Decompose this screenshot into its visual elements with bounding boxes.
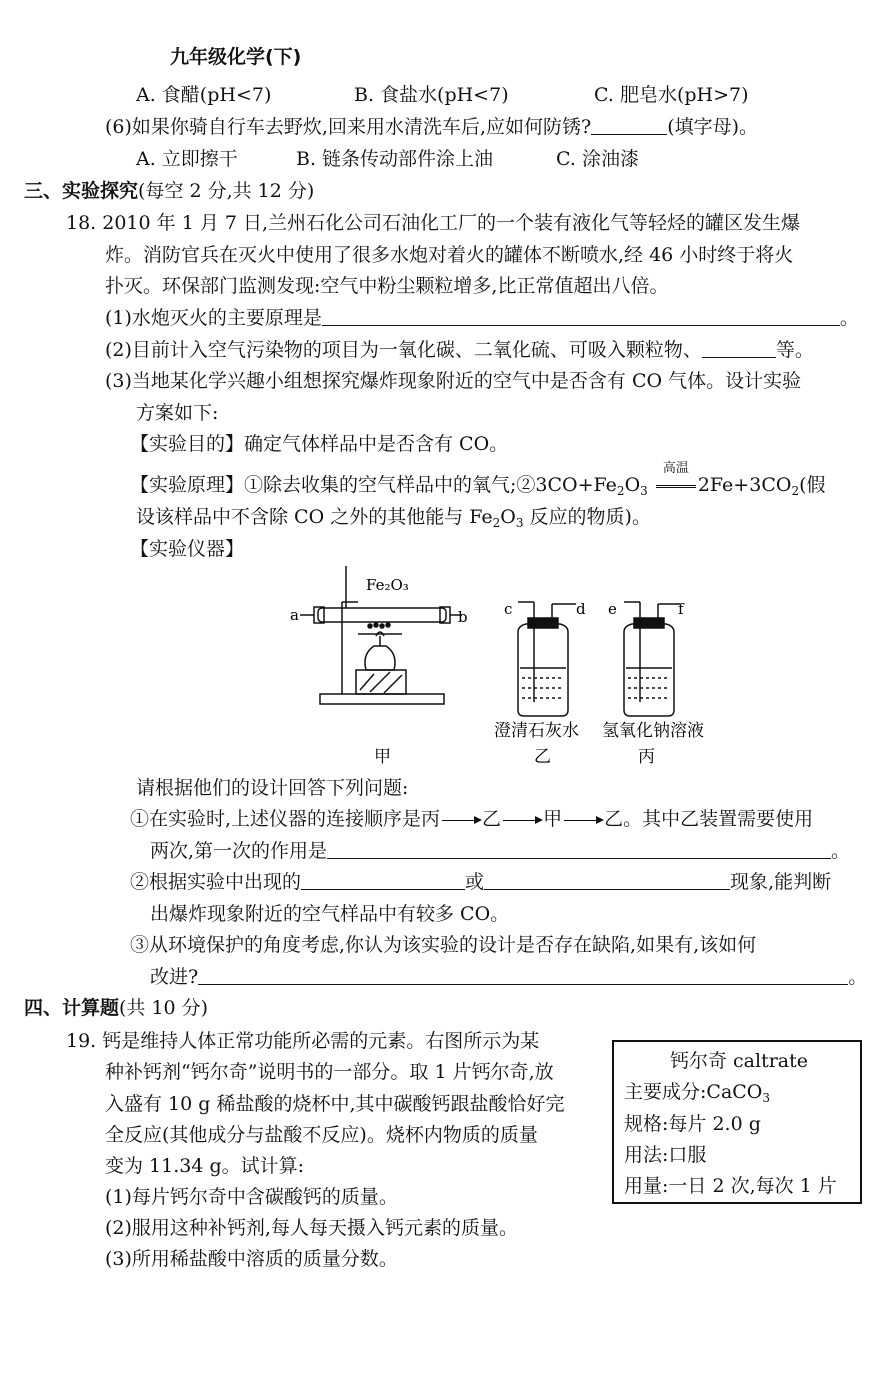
question-18-3-line1: (3)当地某化学兴趣小组想探究爆炸现象附近的空气中是否含有 CO 气体。设计实验	[105, 370, 802, 392]
arrow-icon	[564, 820, 602, 821]
experiment-instruments: 【实验仪器】	[130, 538, 245, 560]
sub1-text: ①在实验时,上述仪器的连接顺序是丙	[130, 808, 441, 830]
question-18-3-line2: 方案如下:	[136, 402, 219, 424]
answer-blank[interactable]	[702, 337, 776, 358]
reaction-condition	[656, 461, 696, 498]
sub1-seq-2: 甲	[543, 808, 563, 830]
answer-blank[interactable]	[198, 964, 848, 985]
diagram-label-e: e	[608, 600, 617, 618]
section-3-note: (每空 2 分,共 12 分)	[138, 180, 315, 202]
experiment-purpose: 【实验目的】确定气体样品中是否含有 CO。	[130, 433, 509, 455]
question-18-1-text: (1)水炮灭火的主要原理是	[105, 307, 322, 329]
principle-line2-a: 设该样品中不含除 CO 之外的其他能与 Fe	[136, 506, 493, 528]
question-18-ask: 请根据他们的设计回答下列问题:	[136, 777, 409, 799]
sub2-or: 或	[465, 871, 485, 893]
question-19-stem-5: 变为 11.34 g。试计算:	[105, 1155, 305, 1177]
sub3-line2-text: 改进?	[150, 966, 199, 988]
answer-blank[interactable]	[322, 305, 840, 326]
diagram-label-d: d	[576, 600, 586, 618]
answer-blank[interactable]	[484, 869, 730, 890]
experiment-principle: 【实验原理】①除去收集的空气样品中的氧气$;②3CO+Fe_2O_3$ 高温 $2Fe+3CO_2$(假	[130, 472, 826, 504]
answer-blank[interactable]	[327, 838, 831, 859]
principle-text-b: 2Fe+3CO	[697, 474, 792, 496]
diagram-label-yi: 乙	[534, 747, 551, 767]
apparatus-yi	[518, 602, 576, 716]
option-6c: C. 涂油漆	[556, 148, 639, 170]
question-18-2	[105, 337, 814, 363]
question-18-sub2	[130, 869, 831, 895]
diagram-label-b: b	[458, 608, 468, 626]
apparatus-bing	[624, 602, 680, 716]
question-18-2-tail: 等。	[775, 339, 814, 361]
answer-blank[interactable]	[591, 114, 667, 135]
caltrate-label-box	[612, 1040, 862, 1204]
sub2-tail: 现象,能判断	[730, 871, 832, 893]
diagram-label-jia: 甲	[374, 747, 391, 767]
label-dosage: 用量:一日 2 次,每次 1 片	[624, 1175, 837, 1197]
experiment-principle-line2: 设该样品中不含除 CO 之外的其他能与 $Fe_2O_3$ 反应的物质)。	[136, 506, 651, 530]
period: 。	[848, 966, 868, 988]
question-18-stem-2: 炸。消防官兵在灭火中使用了很多水炮对着火的罐体不断喷水,经 46 小时终于将火	[105, 244, 794, 266]
question-18-sub1	[130, 806, 813, 832]
option-6b: B. 链条传动部件涂上油	[296, 148, 494, 170]
diagram-label-bing: 丙	[638, 747, 655, 767]
option-6a: A. 立即擦干	[136, 148, 238, 170]
question-18-1	[105, 305, 859, 331]
sub1-seq-1: 乙	[482, 808, 502, 830]
period: 。	[831, 840, 851, 862]
label-ingredient-text: 主要成分:CaCO	[624, 1081, 763, 1103]
question-19-stem-4: 全反应(其他成分与盐酸不反应)。烧杯内物质的质量	[105, 1124, 538, 1146]
option-5c: C. 肥皂水(pH>7)	[594, 84, 749, 106]
answer-blank[interactable]	[301, 869, 465, 890]
condition-label: 高温	[662, 461, 689, 476]
period: 。	[839, 307, 859, 329]
diagram-label-a: a	[290, 606, 299, 624]
diagram-label-naoh: 氢氧化钠溶液	[602, 721, 704, 741]
question-17-6-text: (6)如果你骑自行车去野炊,回来用水清洗车后,应如何防锈?	[105, 116, 592, 138]
label-title: 钙尔奇 caltrate	[670, 1050, 809, 1072]
question-18-sub1-line2	[150, 838, 850, 864]
question-18-sub2-line2: 出爆炸现象附近的空气样品中有较多 CO。	[150, 903, 510, 925]
question-19-stem-2: 种补钙剂“钙尔奇”说明书的一部分。取 1 片钙尔奇,放	[105, 1061, 554, 1083]
question-19-1: (1)每片钙尔奇中含碳酸钙的质量。	[105, 1186, 398, 1208]
question-18-stem-3: 扑灭。环保部门监测发现:空气中粉尘颗粒增多,比正常值超出八倍。	[105, 275, 669, 297]
arrow-icon	[503, 820, 541, 821]
question-19-2: (2)服用这种补钙剂,每人每天摄入钙元素的质量。	[105, 1217, 518, 1239]
question-17-6-tail: (填字母)。	[667, 116, 759, 138]
option-5b: B. 食盐水(pH<7)	[354, 84, 509, 106]
apparatus-diagram	[290, 562, 720, 770]
arrow-icon	[442, 820, 480, 821]
question-18-sub3-line2	[150, 964, 867, 990]
question-18-stem-1: 18. 2010 年 1 月 7 日,兰州石化公司石油化工厂的一个装有液化气等轻烃的罐区发生爆	[66, 212, 801, 234]
question-18-2-text: (2)目前计入空气污染物的项目为一氧化碳、二氧化硫、可吸入颗粒物、	[105, 339, 702, 361]
question-19-3: (3)所用稀盐酸中溶质的质量分数。	[105, 1248, 398, 1270]
sub2-text: ②根据实验中出现的	[130, 871, 302, 893]
section-4-title: 四、计算题	[24, 997, 120, 1019]
section-3-heading	[24, 178, 314, 204]
section-3-title: 三、实验探究	[24, 180, 139, 202]
diagram-label-limewater: 澄清石灰水	[494, 721, 579, 741]
diagram-label-f: f	[678, 600, 684, 618]
question-18-sub3: ③从环境保护的角度考虑,你认为该实验的设计是否存在缺陷,如果有,该如何	[130, 934, 757, 956]
sub1-line2-text: 两次,第一次的作用是	[150, 840, 328, 862]
diagram-label-c: c	[504, 600, 513, 618]
page-header: 九年级化学(下)	[170, 46, 302, 68]
label-usage: 用法:口服	[624, 1144, 707, 1166]
option-5a: A. 食醋(pH<7)	[136, 84, 272, 106]
principle-text-a: 【实验原理】①除去收集的空气样品中的氧气;②3CO+Fe	[130, 474, 617, 496]
question-19-stem-3: 入盛有 10 g 稀盐酸的烧杯中,其中碳酸钙跟盐酸恰好完	[105, 1093, 565, 1115]
diagram-label-fe2o3: Fe₂O₃	[366, 576, 409, 594]
sub1-seq-3: 乙。其中乙装置需要使用	[604, 808, 814, 830]
section-4-heading	[24, 995, 208, 1021]
label-ingredient: 主要成分:CaCO$_3$	[624, 1081, 771, 1105]
principle-text-c: (假	[799, 474, 826, 496]
label-spec: 规格:每片 2.0 g	[624, 1113, 761, 1135]
question-19-stem-1: 19. 钙是维持人体正常功能所必需的元素。右图所示为某	[66, 1030, 540, 1052]
section-4-note: (共 10 分)	[119, 997, 209, 1019]
question-17-6	[105, 114, 758, 140]
principle-line2-b: 反应的物质)。	[529, 506, 651, 528]
